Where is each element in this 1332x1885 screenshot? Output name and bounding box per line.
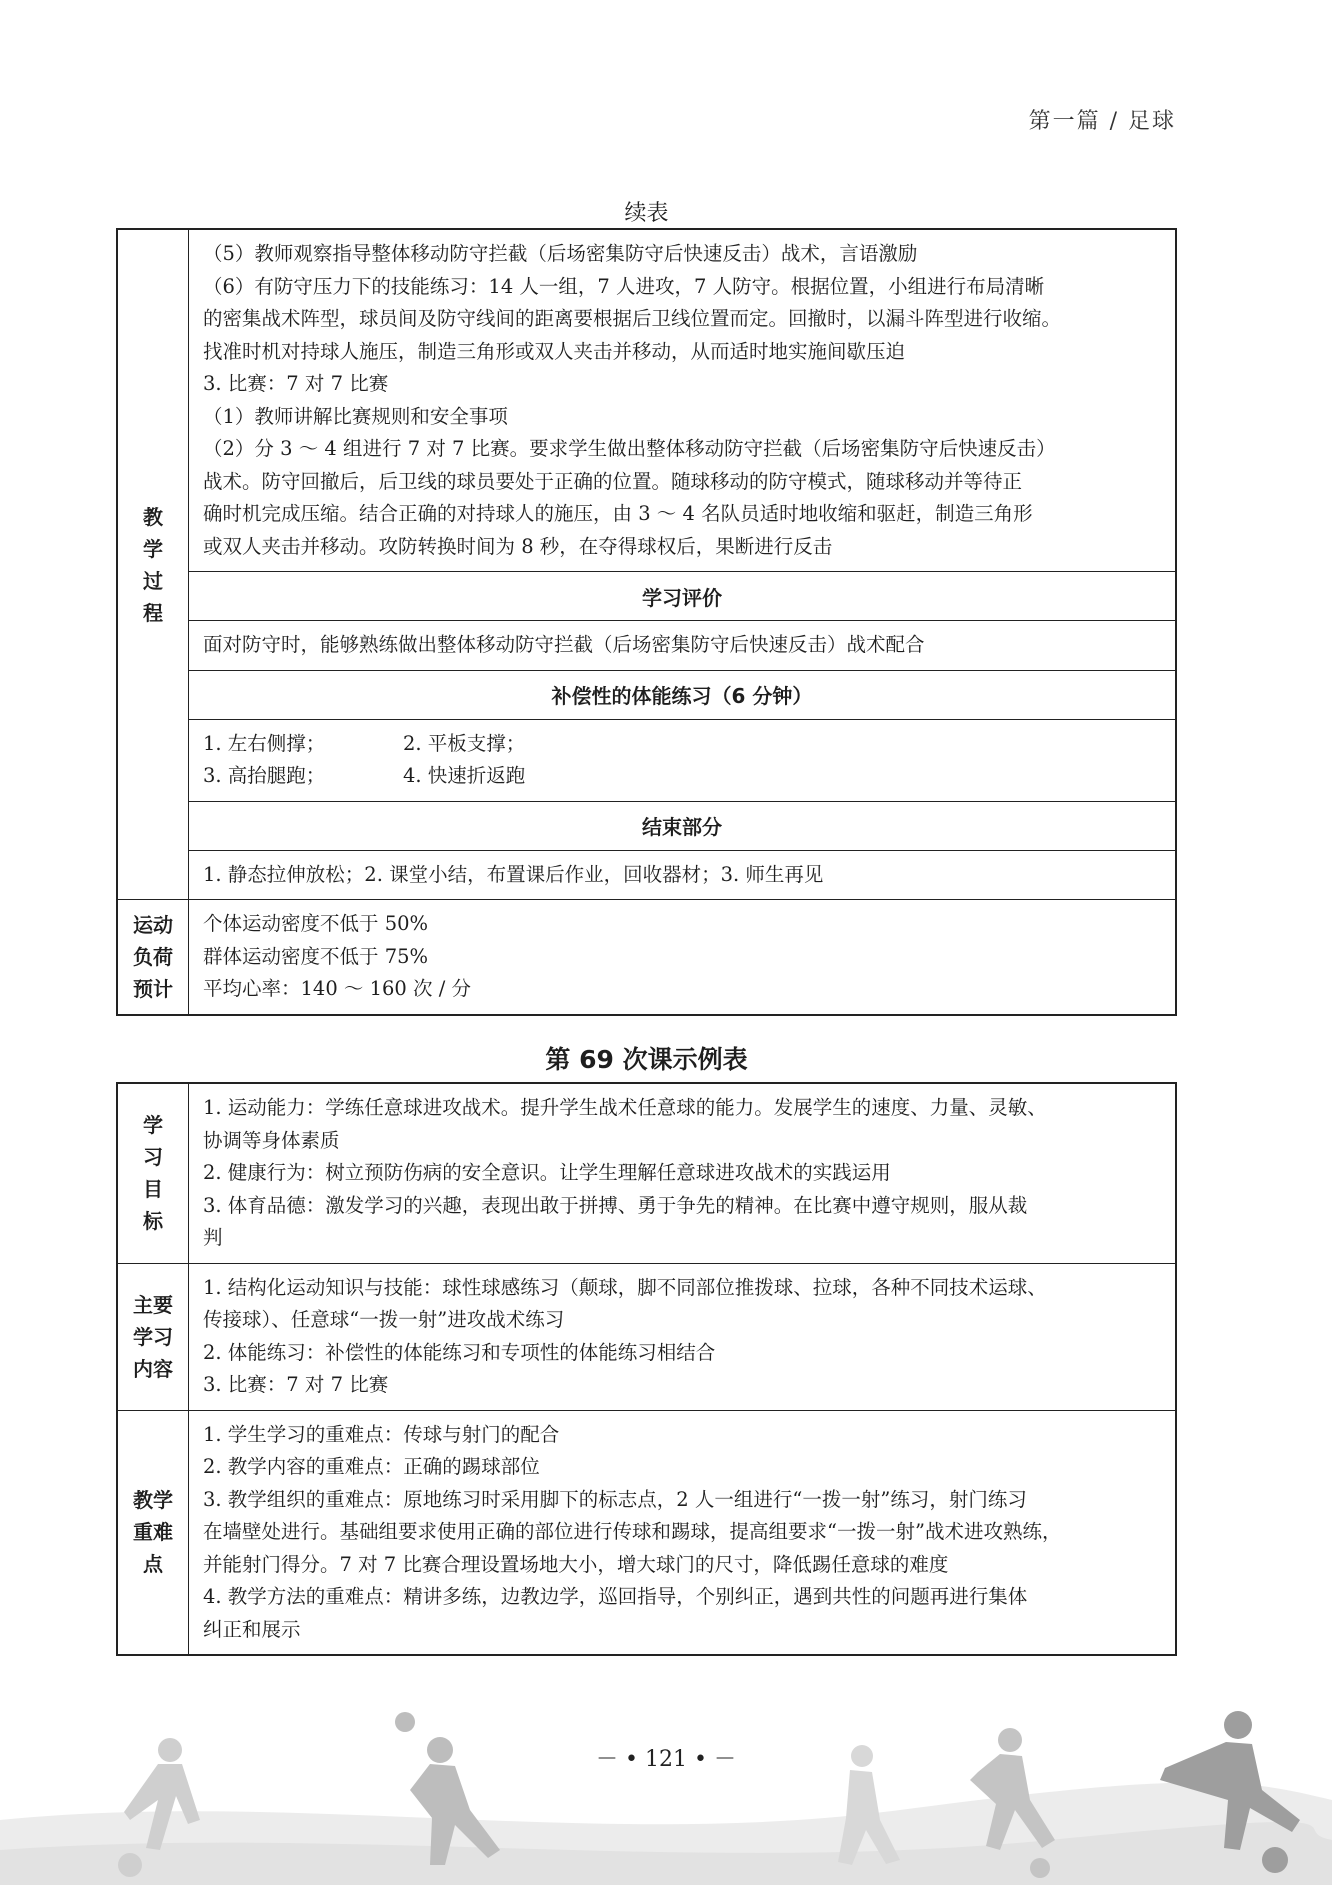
table-caption: 续表 [624,201,669,226]
eval-text: 面对防守时，能够熟练做出整体移动防守拦截（后场密集防守后快速反击）战术配合 [189,621,1177,671]
lesson-69-table [116,1082,1177,1656]
exercise-load-content: 个体运动密度不低于 50% 群体运动密度不低于 75% 平均心率：140 ～ 160 次 / 分 [189,900,1177,1015]
learning-goals-label: 学 习 目 标 [117,1083,189,1263]
main-content-label: 主要 学习 内容 [117,1263,189,1410]
page-header: 第一篇 / 足球 [1028,109,1176,134]
teaching-process-content: （5）教师观察指导整体移动防守拦截（后场密集防守后快速反击）战术，言语激励 （6）有防守压力下的技能练习：14 人一组，7 人进攻，7 人防守。根据位置，小组进行布局清晰 的密集战术阵型，球员间及防守线间的距离要根据后卫线位置而定。回撤时，以漏斗阵型进行收缩。 找准时机对持球人施压，制造三角形或双人夹击并移动，从而适时地实施间歇压迫 3. 比赛：7 对 7 比赛 （1）教师讲解比赛规则和安全事项 （2）分 3 ～ 4 组进行 7 对 7 比赛。要求学生做出整体移动防守拦截（后场密集防守后快速反击） 战术。防守回撤后，后卫线的球员要处于正确的位置。随球移动的防守模式，随球移动并等待正 确时机完成压缩。结合正确的对持球人的施压，由 3 ～ 4 名队员适时地收缩和驱赶，制造三角形 或双人夹击并移动。攻防转换时间为 8 秒，在夺得球权后，果断进行反击 [189,229,1177,572]
ending-header: 结束部分 [189,801,1177,850]
key-points-label: 教学 重难 点 [117,1410,189,1655]
main-content: 1. 结构化运动知识与技能：球性球感练习（颠球，脚不同部位推拨球、拉球，各种不同技术运球、 传接球）、任意球“一拨一射”进攻战术练习 2. 体能练习：补偿性的体能练习和专项性的体能练习相结合 3. 比赛：7 对 7 比赛 [189,1263,1177,1410]
learning-goals-content: 1. 运动能力：学练任意球进攻战术。提升学生战术任意球的能力。发展学生的速度、力量、灵敏、 协调等身体素质 2. 健康行为：树立预防伤病的安全意识。让学生理解任意球进攻战术的实践运用 3. 体育品德：激发学习的兴趣，表现出敢于拼搏、勇于争先的精神。在比赛中遵守规则，服从裁 判 [189,1083,1177,1263]
lesson-69-title: 第 69 次课示例表 [545,1045,748,1074]
compensatory-items: 1. 左右侧撑； 2. 平板支撑； 3. 高抬腿跑； 4. 快速折返跑 [189,719,1177,801]
ending-text: 1. 静态拉伸放松；2. 课堂小结，布置课后作业，回收器材；3. 师生再见 [189,850,1177,900]
eval-header: 学习评价 [189,572,1177,621]
footer-soccer-silhouettes [0,1700,1332,1885]
page-number: － • 121 • － [596,1747,736,1772]
exercise-load-label: 运动 负荷 预计 [117,900,189,1015]
key-points-content: 1. 学生学习的重难点：传球与射门的配合 2. 教学内容的重难点：正确的踢球部位 3. 教学组织的重难点：原地练习时采用脚下的标志点，2 人一组进行“一拨一射”练习，射门练习 在墙壁处进行。基础组要求使用正确的部位进行传球和踢球，提高组要求“一拨一射”战术进攻熟练， 并能射门得分。7 对 7 比赛合理设置场地大小，增大球门的尺寸，降低踢任意球的难度 4. 教学方法的重难点：精讲多练，边教边学，巡回指导，个别纠正，遇到共性的问题再进行集体 纠正和展示 [189,1410,1177,1655]
compensatory-header: 补偿性的体能练习（6 分钟） [189,670,1177,719]
lesson-table-continued [116,228,1177,1016]
teaching-process-label: 教 学 过 程 [117,229,189,900]
